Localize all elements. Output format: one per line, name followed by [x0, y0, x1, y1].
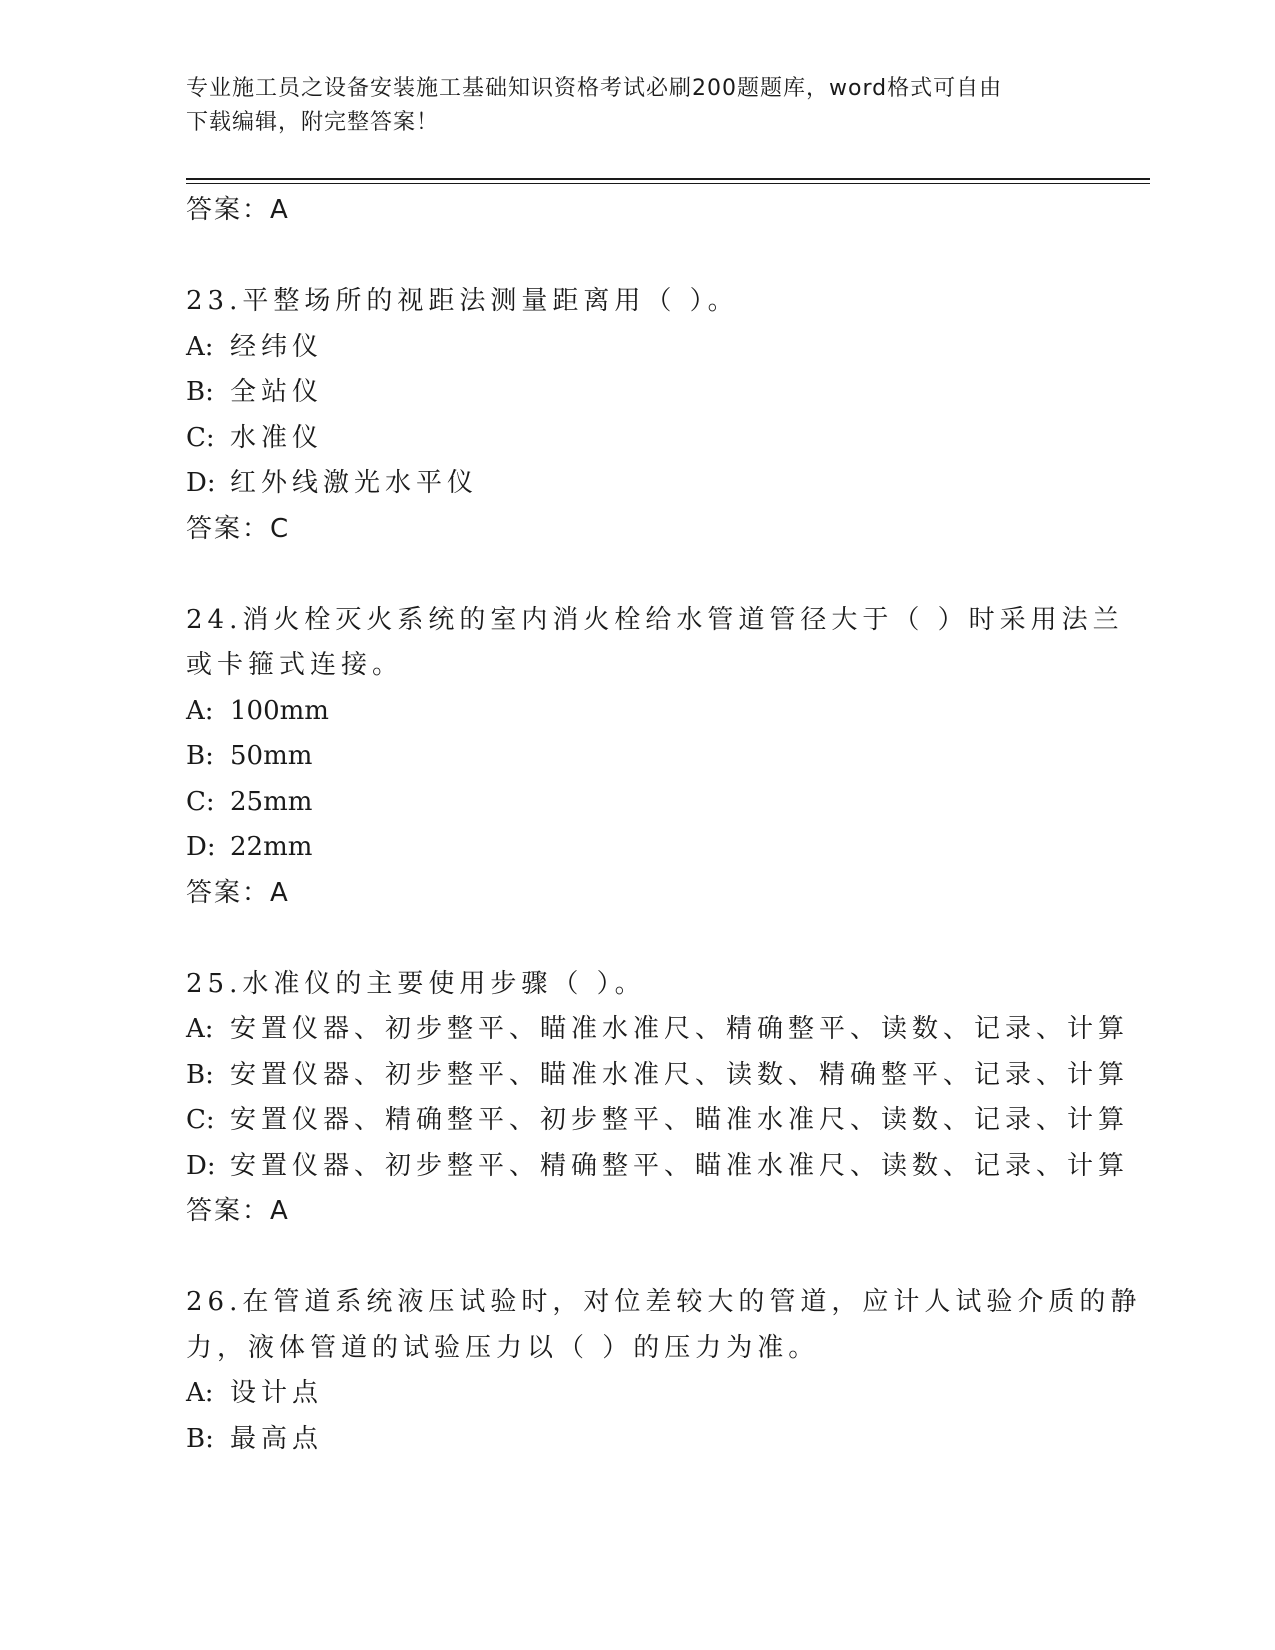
- option-b: [186, 734, 1086, 780]
- question-stem-line-2: 力，液体管道的试验压力以（ ）的压力为准。: [186, 1332, 820, 1363]
- option-label: C:: [186, 1105, 215, 1135]
- question-23: [186, 279, 1086, 552]
- option-c: [186, 1098, 1130, 1144]
- option-text: 全站仪: [230, 377, 324, 407]
- option-label: D:: [186, 468, 216, 498]
- question-list: [186, 188, 1142, 1462]
- option-label: A:: [186, 1378, 214, 1408]
- header-divider-thin: [186, 183, 1150, 184]
- option-a: [186, 689, 1086, 735]
- question-stem-line-1: 26.在管道系统液压试验时，对位差较大的管道，应计人试验介质的静: [186, 1287, 1142, 1317]
- option-text: 红外线激光水平仪: [230, 468, 479, 498]
- spacer: [186, 1235, 1086, 1281]
- question-stem-line-1: 24.消火栓灭火系统的室内消火栓给水管道管径大于（ ）时采用法兰: [186, 604, 1124, 635]
- question-25: [186, 962, 1130, 1235]
- question-stem: 25.水准仪的主要使用步骤（ ）。: [186, 968, 646, 999]
- option-b: [186, 370, 1086, 416]
- option-label: D:: [186, 832, 216, 862]
- answer-line: 答案：A: [186, 1196, 290, 1226]
- option-label: C:: [186, 786, 215, 817]
- option-c: [186, 416, 1086, 462]
- option-text: 安置仪器、初步整平、精确整平、瞄准水准尺、读数、记录、计算: [230, 1150, 1130, 1181]
- option-label: C:: [186, 422, 215, 453]
- option-text: 最高点: [230, 1423, 324, 1454]
- option-text: 水准仪: [230, 422, 324, 453]
- option-d: [186, 825, 1086, 871]
- option-d: [186, 461, 1086, 507]
- question-stem-line-2: 或卡箍式连接。: [186, 650, 404, 680]
- option-text: 100mm: [230, 695, 329, 726]
- option-text: 安置仪器、精确整平、初步整平、瞄准水准尺、读数、记录、计算: [230, 1105, 1130, 1135]
- header-line-1: 专业施工员之设备安装施工基础知识资格考试必刷200题题库，word格式可自由: [186, 76, 1003, 101]
- document-header: [186, 72, 1086, 140]
- option-label: A:: [186, 331, 214, 362]
- previous-answer: 答案：A: [186, 195, 290, 225]
- header-line-2: 下载编辑，附完整答案！: [186, 110, 440, 135]
- spacer: [186, 552, 1086, 598]
- option-a: [186, 1371, 1086, 1417]
- option-text: 设计点: [230, 1378, 324, 1408]
- option-text: 安置仪器、初步整平、瞄准水准尺、读数、精确整平、记录、计算: [230, 1059, 1130, 1090]
- option-label: A:: [186, 1014, 214, 1044]
- option-c: [186, 780, 1086, 826]
- option-text: 50mm: [230, 741, 313, 771]
- question-26: [186, 1280, 1142, 1462]
- option-b: [186, 1053, 1130, 1099]
- option-a: [186, 325, 1086, 371]
- option-a: [186, 1007, 1130, 1053]
- spacer: [186, 916, 1086, 962]
- question-24: [186, 598, 1124, 917]
- option-text: 经纬仪: [230, 331, 324, 362]
- option-label: D:: [186, 1150, 216, 1181]
- option-label: A:: [186, 695, 214, 726]
- spacer: [186, 234, 1086, 280]
- option-d: [186, 1144, 1130, 1190]
- option-text: 安置仪器、初步整平、瞄准水准尺、精确整平、读数、记录、计算: [230, 1014, 1130, 1044]
- option-label: B:: [186, 741, 214, 771]
- option-text: 25mm: [230, 786, 313, 817]
- option-text: 22mm: [230, 832, 313, 862]
- question-stem: 23.平整场所的视距法测量距离用（ ）。: [186, 286, 739, 316]
- option-b: [186, 1417, 1086, 1463]
- header-divider-thick: [186, 178, 1150, 180]
- option-label: B:: [186, 1059, 214, 1090]
- option-label: B:: [186, 377, 214, 407]
- answer-line: 答案：A: [186, 877, 290, 908]
- option-label: B:: [186, 1423, 214, 1454]
- answer-line: 答案：C: [186, 513, 291, 544]
